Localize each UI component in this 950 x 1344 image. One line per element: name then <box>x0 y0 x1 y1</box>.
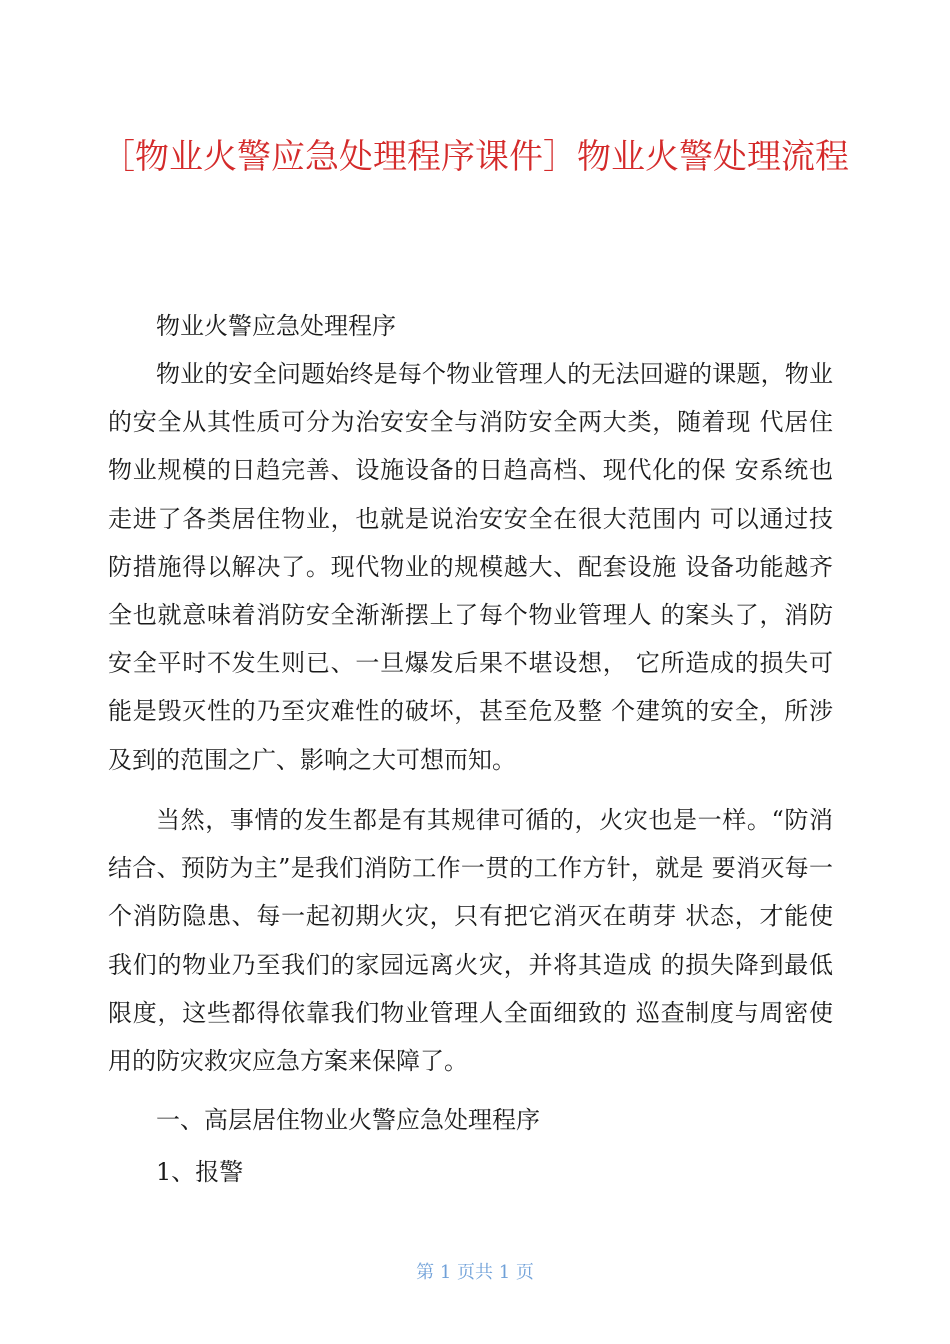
section-heading: 一、高层居住物业火警应急处理程序 <box>156 1106 540 1134</box>
list-item: 1、报警 <box>156 1158 244 1186</box>
document-title: ［物业火警应急处理程序课件］物业火警处理流程 <box>101 137 849 177</box>
paragraph-principle: 当然，事情的发生都是有其规律可循的，火灾也是一样。“防消结合、预防为主”是我们消防工作一贯的工作方针，就是 要消灭每一个消防隐患、每一起初期火灾，只有把它消灭在萌芽 状态，才能使我们的物业乃至我们的家园远离火灾，并将其造成 的损失降到最低限度，这些都得依靠我们物业管理人全面细致的 巡查制度与周密使用的防灾救灾应急方案来保障了。 <box>108 806 833 1076</box>
paragraph-intro: 物业的安全问题始终是每个物业管理人的无法回避的课题，物业的安全从其性质可分为治安安全与消防安全两大类，随着现 代居住物业规模的日趋完善、设施设备的日趋高档、现代化的保 安系统也走进了各类居住物业，也就是说治安安全在很大范围内 可以通过技防措施得以解决了。现代物业的规模越大、配套设施 设备功能越齐全也就意味着消防安全渐渐摆上了每个物业管理人 的案头了，消防安全平时不发生则已、一旦爆发后果不堪设想， 它所造成的损失可能是毁灭性的乃至灾难性的破坏，甚至危及整 个建筑的安全，所涉及到的范围之广、影响之大可想而知。 <box>108 360 833 774</box>
page-footer: 第 1 页共 1 页 <box>416 1262 534 1283</box>
document-heading: 物业火警应急处理程序 <box>156 312 396 340</box>
